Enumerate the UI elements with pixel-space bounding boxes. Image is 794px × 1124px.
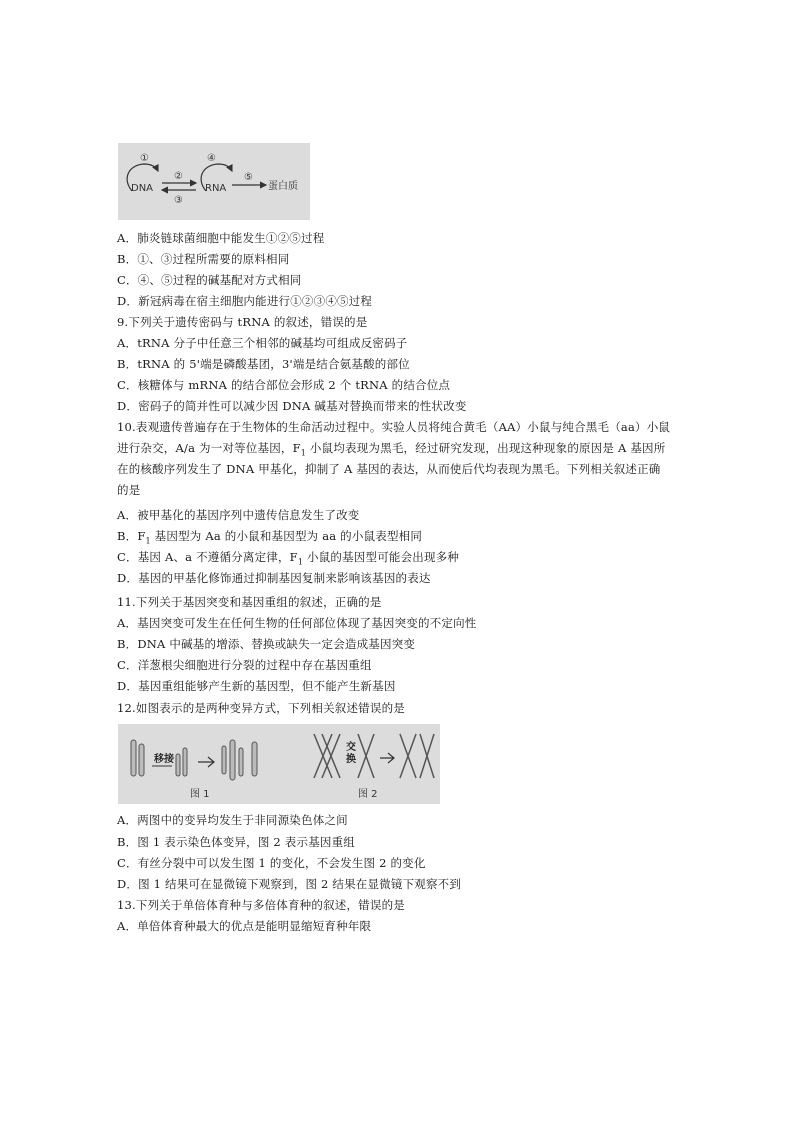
- fig1-arrow: [198, 757, 214, 767]
- q8-option-d: D．新冠病毒在宿主细胞内能进行①②③④⑤过程: [117, 294, 373, 308]
- chromosome-2: [139, 744, 144, 776]
- q10-option-d: D．基因的甲基化修饰通过抑制基因复制来影响该基因的表达: [117, 571, 431, 585]
- q8-option-a: A．肺炎链球菌细胞中能发生①②⑤过程: [117, 231, 325, 245]
- q9-option-b: B．tRNA 的 5'端是磷酸基团，3'端是结合氨基酸的部位: [117, 357, 410, 371]
- chromosome-3: [176, 754, 180, 776]
- protein-label: 蛋白质: [268, 181, 298, 192]
- chromosome-1: [131, 740, 136, 776]
- chromosome-8: [252, 742, 257, 776]
- q13-option-a: A．单倍体育种最大的优点是能明显缩短育种年限: [117, 919, 372, 933]
- q10-stem-line4: 的是: [117, 483, 141, 497]
- q12-option-b: B．图 1 表示染色体变异，图 2 表示基因重组: [117, 835, 356, 849]
- chromosome-4: [183, 748, 187, 776]
- chromosome-6: [230, 740, 235, 780]
- q10-option-b: [117, 528, 422, 549]
- q10-stem-line2-b: 小鼠均表现为黑毛，经过研究发现，出现这种现象的原因是 A 基因所: [306, 441, 666, 455]
- fig1-caption: 图 1: [190, 789, 210, 800]
- q11-stem: 11.下列关于基因突变和基因重组的叙述，正确的是: [117, 595, 382, 609]
- q11-option-b: B．DNA 中碱基的增添、替换或缺失一定会造成基因突变: [117, 637, 416, 651]
- label-1: ①: [140, 153, 149, 164]
- tetrad-3: [400, 734, 416, 778]
- chromosome-variation-figure: [118, 724, 440, 804]
- q10-stem-line2: [117, 440, 665, 461]
- q11-option-c: C．洋葱根尖细胞进行分裂的过程中存在基因重组: [117, 658, 372, 672]
- q12-option-a: A．两图中的变异均发生于非同源染色体之间: [117, 813, 348, 827]
- label-2: ②: [174, 171, 183, 182]
- central-dogma-diagram: [118, 143, 310, 220]
- q10-option-c-sub: 1: [297, 557, 304, 567]
- q12-option-c: C．有丝分裂中可以发生图 1 的变化，不会发生图 2 的变化: [117, 856, 426, 870]
- swap-label-1: 交: [346, 742, 356, 753]
- swap-label-2: 换: [346, 754, 356, 765]
- q10-stem-line3: 在的核酸序列发生了 DNA 甲基化，抑制了 A 基因的表达，从而使后代均表现为黑毛。下列相关叙述正确: [117, 462, 661, 476]
- q10-option-c-b: 小鼠的基因型可能会出现多种: [303, 550, 460, 564]
- q9-option-c: C．核糖体与 mRNA 的结合部位会形成 2 个 tRNA 的结合位点: [117, 378, 451, 392]
- q10-stem-line1: 10.表观遗传普遍存在于生物体的生命活动过程中。实验人员将纯合黄毛（AA）小鼠与纯合黑毛（aa）小鼠: [117, 420, 671, 434]
- q10-option-a: A．被甲基化的基因序列中遗传信息发生了改变: [117, 508, 360, 522]
- q9-option-a: A．tRNA 分子中任意三个相邻的碱基均可组成反密码子: [117, 336, 408, 350]
- q11-option-d: D．基因重组能够产生新的基因型，但不能产生新基因: [117, 679, 396, 693]
- central-dogma-figure: [118, 143, 310, 220]
- fig2-caption: 图 2: [358, 789, 378, 800]
- dna-label: DNA: [131, 183, 154, 194]
- label-4: ④: [207, 153, 216, 164]
- q12-stem: 12.如图表示的是两种变异方式，下列相关叙述错误的是: [117, 701, 405, 715]
- fig2-arrow: [380, 753, 394, 763]
- chromosome-5: [222, 746, 226, 774]
- q10-stem-line2-sub: 1: [300, 448, 307, 458]
- q10-stem-line2-a: 进行杂交，A/a 为一对等位基因，F: [117, 441, 301, 455]
- label-3: ③: [174, 195, 183, 206]
- rna-label: RNA: [205, 183, 227, 194]
- tetrad-1a: [314, 734, 332, 778]
- label-5: ⑤: [244, 172, 253, 183]
- chromosome-7: [239, 748, 243, 776]
- q13-stem: 13.下列关于单倍体育种与多倍体育种的叙述，错误的是: [117, 898, 405, 912]
- q9-option-d: D．密码子的简并性可以减少因 DNA 碱基对替换而带来的性状改变: [117, 399, 467, 413]
- q10-option-b-a: B．F: [117, 529, 146, 543]
- tetrad-4: [420, 734, 434, 778]
- q10-option-c: [117, 549, 459, 570]
- tetrad-2: [358, 734, 374, 778]
- q10-option-b-sub: 1: [145, 536, 151, 546]
- q12-option-d: D．图 1 结果可在显微镜下观察到，图 2 结果在显微镜下观察不到: [117, 877, 462, 891]
- chromosome-diagram: [118, 724, 440, 804]
- q11-option-a: A．基因突变可发生在任何生物的任何部位体现了基因突变的不定向性: [117, 616, 477, 630]
- tetrad-1b: [322, 734, 340, 778]
- q10-option-b-b: 基因型为 Aa 的小鼠和基因型为 aa 的小鼠表型相同: [150, 529, 423, 543]
- q8-option-b: B．①、③过程所需要的原料相同: [117, 252, 290, 266]
- move-label: 移接: [154, 754, 174, 765]
- q8-option-c: C．④、⑤过程的碱基配对方式相同: [117, 273, 302, 287]
- q9-stem: 9.下列关于遗传密码与 tRNA 的叙述，错误的是: [117, 315, 368, 329]
- q10-option-c-a: C．基因 A、a 不遵循分离定律，F: [117, 550, 298, 564]
